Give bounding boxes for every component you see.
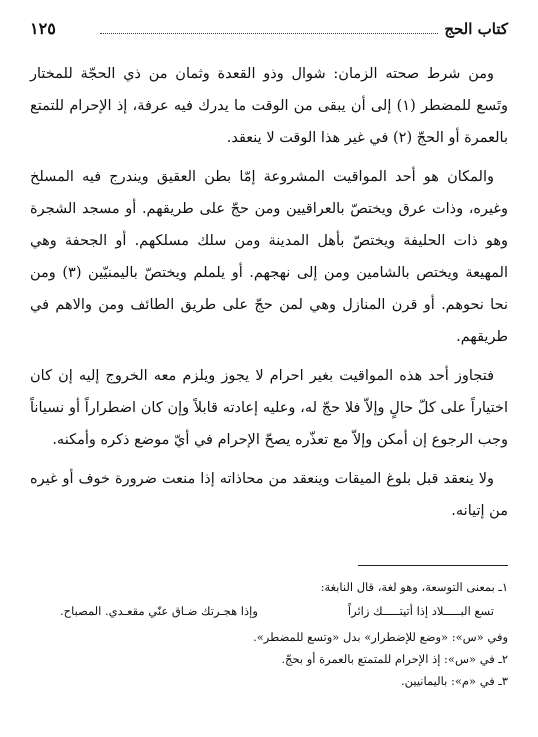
paragraph: ولا ينعقد قبل بلوغ الميقات وينعقد من محاذاته إذا منعت ضرورة خوف أو غيره من إتيانه. xyxy=(30,471,508,519)
header-dotted-rule xyxy=(100,33,438,34)
footnote-3: ٣ـ في «م»: باليمانيين. xyxy=(400,674,508,688)
paragraph: والمكان هو أحد المواقيت المشروعة إمّا بطن العقيق ويندرج فيه المسلخ وغيره، وذات عرق ويختصّ بالعراقيين ومن حجّ على طريقهم. أو مسجد الشجرة وهو ذات الحليفة ويختصّ بأهل المدينة ومن سلك مسلكهم. أو الجحفة وهي المهيعة ويختص بالشامين ومن إلى نهجهم. أو يلملم ويختصّ باليمنيّين (٣) ومن نحا نحوهم. أو قرن المنازل وهي لمن حجّ على طريق الطائف ومن والاهم في طريقهم. xyxy=(30,169,509,345)
footnote-1: ١ـ بمعنى التوسعة، وهو لغة، قال النابغة: xyxy=(320,580,508,594)
verse-second-hemistich: وإذا هجـرتك ضـاق عنّي مقعـدي. المصباح. xyxy=(60,604,258,618)
footnotes xyxy=(30,576,508,692)
main-text xyxy=(30,58,508,534)
poem-verse xyxy=(30,600,508,622)
running-title: كتاب الحج xyxy=(444,20,508,38)
page-header xyxy=(30,16,508,42)
page-number: ١٢٥ xyxy=(30,19,56,38)
paragraph: فتجاوز أحد هذه المواقيت بغير احرام لا يجوز ويلزم معه الخروج إليه إن كان اختياراً على كلّ حالٍ وإلاّ فلا حجّ له، وعليه إعادته قابلاً وإن كان اضطراراً أو نسياناً وجب الرجوع إن أمكن وإلاّ مع تعذّره يصحّ الإحرام في أيّ موضع ذكره وأمكنه. xyxy=(30,368,508,448)
paragraph: ومن شرط صحته الزمان: شوال وذو القعدة وثمان من ذي الحجّة للمختار وتَسع للمضطر (١) إلى أن يبقى من الوقت ما يدرك فيه عرفة، إذ الإحرام للتمتع بالعمرة أو الحجّ (٢) في غير هذا الوقت لا ينعقد. xyxy=(30,66,508,146)
footnote-2: ٢ـ في «س»: إذ الإحرام للمتمتع بالعمرة أو بحجّ. xyxy=(281,652,508,666)
verse-first-hemistich: تسع البـــــلاد إذا أتيتـــــك زائراً xyxy=(347,604,494,618)
footnote-separator xyxy=(358,565,508,566)
footnote-1-note: وفي «س»: «وضع للإضطرار» بدل «وتسع للمضطر». xyxy=(253,630,508,644)
